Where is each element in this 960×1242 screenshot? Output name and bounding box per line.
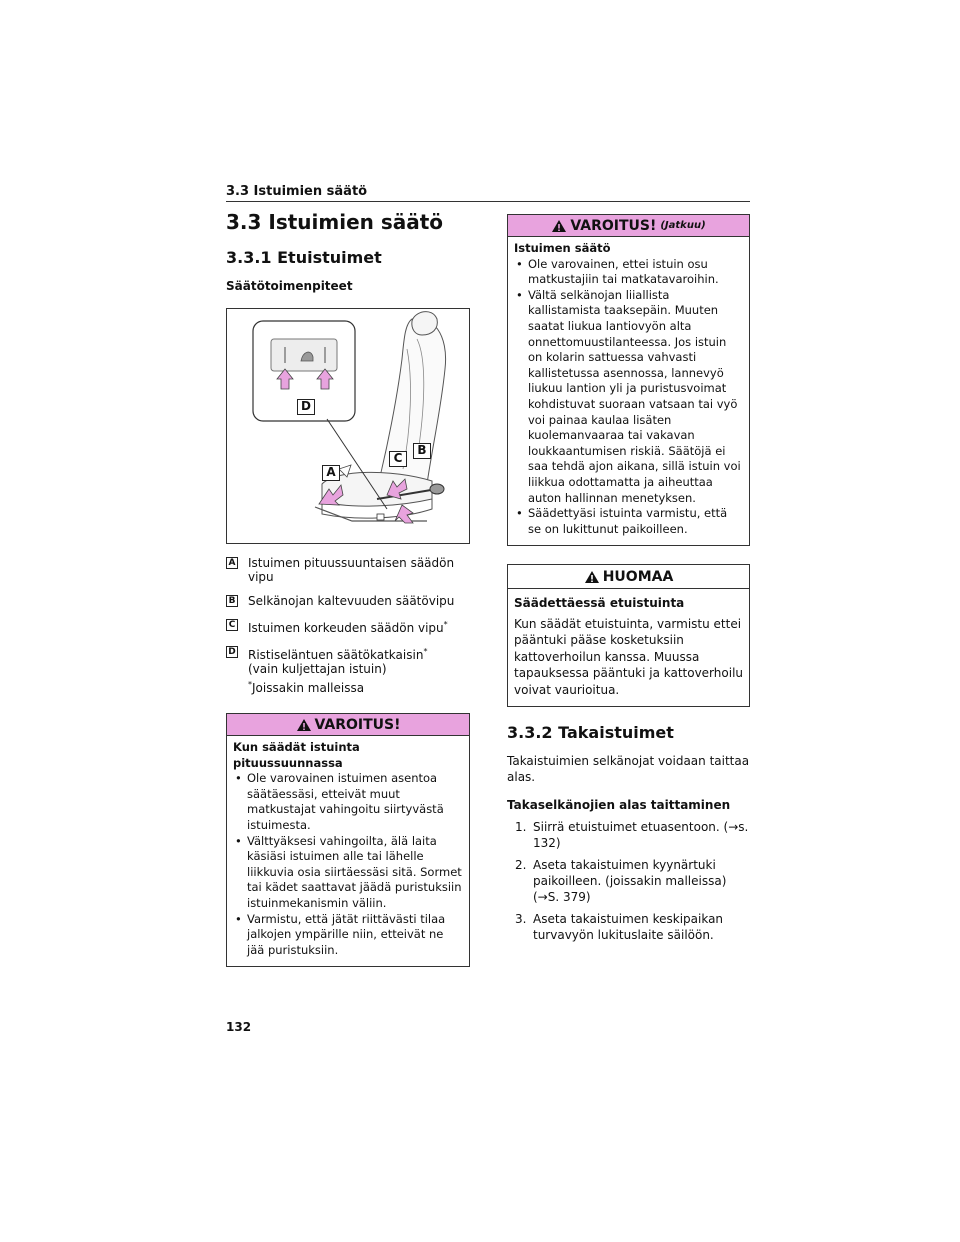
notice-triangle-icon — [584, 570, 600, 584]
legend-key-a: A — [226, 557, 238, 569]
legend-text-a: Istuimen pituussuuntaisen säädön vipu — [248, 556, 455, 584]
seat-illustration — [226, 308, 470, 544]
page-number: 132 — [226, 1020, 252, 1034]
warning-bullet: • Ole varovainen istuimen asentoa säätäessäsi, etteivät muut matkustajat vahingoitu siirtyvästä istuimesta. — [233, 771, 463, 833]
legend-key-c: C — [226, 619, 238, 631]
warning-box-continued — [507, 214, 750, 546]
warning-bullet: • Ole varovainen, ettei istuin osu matkustajiin tai matkatavaroihin. — [514, 257, 743, 288]
legend-text-b: Selkänojan kaltevuuden säätövipu — [248, 594, 455, 608]
warning-box-longitudinal — [226, 713, 470, 967]
step-number: 3. — [515, 912, 527, 927]
step-number: 2. — [515, 858, 527, 873]
step-text: Aseta takaistuimen keskipaikan turvavyön lukituslaite säilöön. — [533, 912, 724, 943]
step-text: Aseta takaistuimen kyynärtuki paikoilleen. (joissakin malleissa) (→S. 379) — [533, 858, 727, 905]
warning-bullets — [233, 771, 463, 958]
running-head — [226, 180, 750, 202]
callout-label-b: B — [413, 443, 431, 459]
warning-header-continued — [508, 215, 749, 237]
warning-bullet: • Säädettyäsi istuinta varmistu, että se on lukittunut paikoilleen. — [514, 506, 743, 537]
legend-item-d — [226, 645, 470, 676]
notice-box — [507, 564, 750, 707]
fold-steps — [507, 819, 750, 943]
warning-triangle-icon — [296, 718, 312, 732]
step-number: 1. — [515, 820, 527, 835]
notice-text: Kun säädät etuistuinta, varmistu ettei pääntuki pääse kosketuksiin kattoverhoilun kanssa. Muussa tapauksessa pääntuki ja kattoverhoilu voivat vaurioitua. — [514, 616, 744, 697]
warning-bullet: • Vältä selkänojan liiallista kallistamista taaksepäin. Muuten saatat liukua lantiovyön alta onnettomuustilanteessa. Jos istuin on kolarin sattuessa vahvasti kallistetussa asennossa, lannevyö liukuu lantion yli ja puristusvoimat kohdistuvat suoraan vatsaan tai vyö voi painaa kaulaa lisäten kuolemanvaaraa tai vakavan loukkaantumisen riskiä. Säätöjä ei saa tehdä ajon aikana, sillä istuin voi liikkua odottamatta ja aiheuttaa auton hallinnan menetyksen. — [514, 288, 743, 506]
notice-title: HUOMAA — [602, 568, 674, 585]
footnote — [248, 678, 470, 695]
warning-heading: Kun säädät istuinta pituussuunnassa — [233, 740, 360, 770]
subsection-title-rear-seats: 3.3.2 Takaistuimet — [507, 723, 674, 743]
warning-body-continued — [508, 237, 749, 545]
legend-key-b: B — [226, 595, 238, 607]
warning-title: VAROITUS! — [314, 716, 401, 733]
step-item — [507, 819, 750, 851]
rear-intro-text: Takaistuimien selkänojat voidaan taittaa alas. — [507, 754, 750, 785]
subsection-title-front-seats: 3.3.1 Etuistuimet — [226, 248, 382, 267]
running-head-text: 3.3 Istuimien säätö — [226, 184, 368, 199]
footnote-star: * — [248, 680, 252, 689]
callout-label-d: D — [297, 399, 315, 415]
legend-item-b — [226, 594, 470, 608]
callout-label-c: C — [389, 451, 407, 467]
legend-star-d: * — [423, 647, 428, 656]
figure-legend — [226, 556, 470, 676]
continued-label: (Jatkuu) — [660, 220, 706, 231]
notice-body — [508, 589, 749, 706]
step-text: Siirrä etuistuimet etuasentoon. (→s. 132) — [533, 820, 749, 851]
warning-bullets-continued — [514, 257, 743, 538]
warning-bullet: • Välttyäksesi vahingoilta, älä laita käsiäsi istuimen alle tai lähelle liikkuvia osia siirtäessäsi sitä. Sormet tai kädet saattavat jäädä puristuksiin istuinmekanismin väliin. — [233, 834, 463, 912]
warning-heading-seat-adjust: Istuimen säätö — [514, 241, 611, 255]
notice-heading: Säädettäessä etuistuinta — [514, 596, 685, 611]
section-title: 3.3 Istuimien säätö — [226, 210, 444, 234]
warning-bullet: • Varmistu, että jätät riittävästi tilaa jalkojen ympärille niin, etteivät ne jää puristuksiin. — [233, 912, 463, 959]
step-item — [507, 911, 750, 943]
legend-item-a — [226, 556, 470, 584]
adjustment-heading: Säätötoimenpiteet — [226, 279, 353, 293]
legend-item-c — [226, 618, 470, 635]
right-column — [507, 214, 750, 949]
callout-label-a: A — [322, 465, 340, 481]
legend-text-c: Istuimen korkeuden säädön vipu — [248, 621, 444, 635]
footnote-text: Joissakin malleissa — [252, 681, 365, 695]
left-column — [226, 210, 470, 983]
legend-key-d: D — [226, 646, 238, 658]
fold-heading: Takaselkänojien alas taittaminen — [507, 798, 731, 813]
warning-title: VAROITUS! — [570, 217, 657, 234]
warning-body — [227, 736, 469, 966]
legend-star-c: * — [443, 620, 448, 629]
legend-text-d: Ristiseläntuen säätökatkaisin — [248, 648, 424, 662]
seat-drawing — [227, 309, 469, 543]
notice-header — [508, 565, 749, 589]
warning-header — [227, 714, 469, 736]
legend-text-d-extra: (vain kuljettajan istuin) — [248, 662, 387, 676]
warning-triangle-icon — [551, 219, 567, 233]
step-item — [507, 857, 750, 905]
